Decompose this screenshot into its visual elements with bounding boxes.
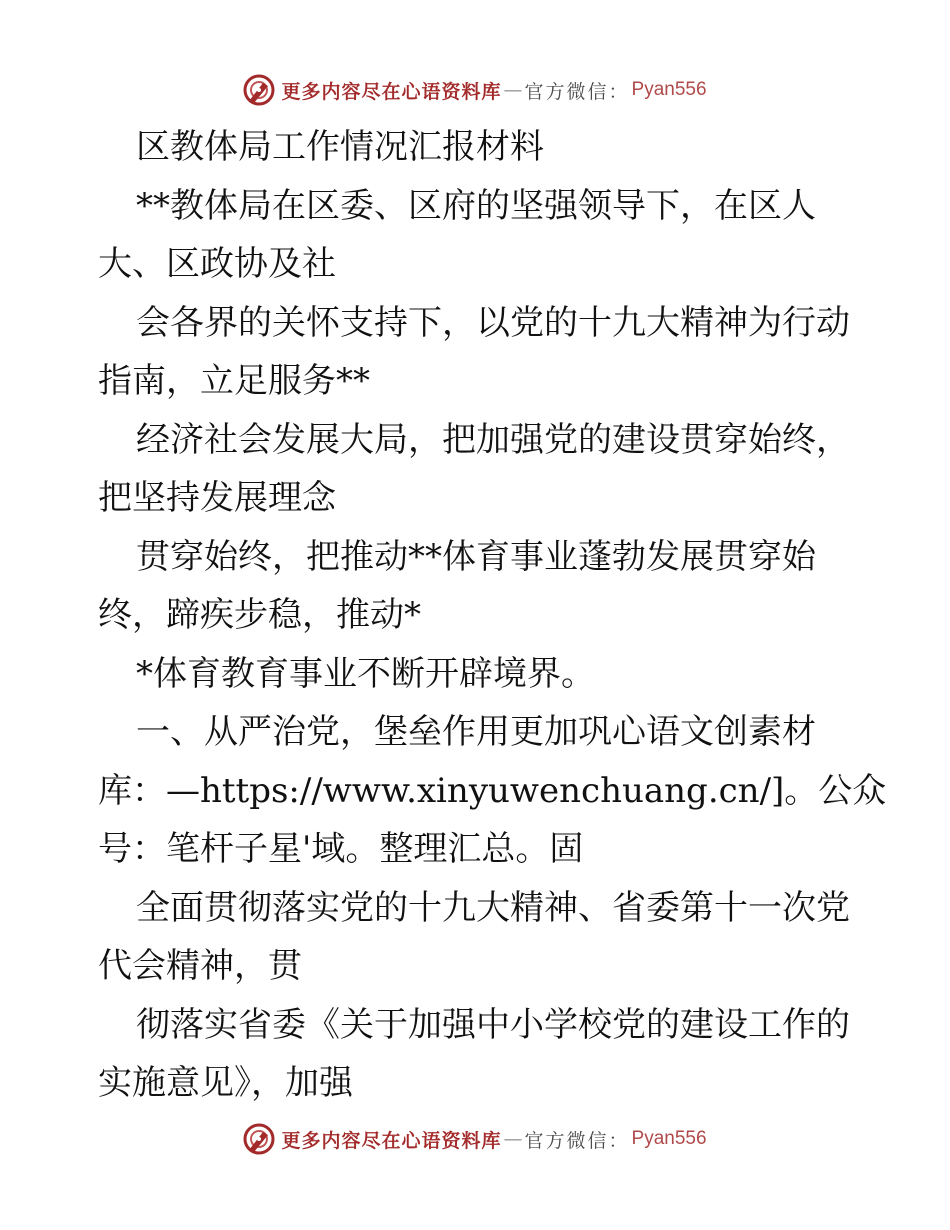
body-line: 区教体局工作情况汇报材料 [136,127,544,167]
body-line: **教体局在区委、区府的坚强领导下，在区人 [136,185,816,226]
banner-colon: ： [608,1129,628,1152]
body-line: 彻落实省委《关于加强中小学校党的建设工作的 [136,1004,850,1045]
body-line: 全面贯彻落实党的十九大精神、省委第十一次党 [136,887,850,928]
banner-separator: — [503,1128,523,1150]
banner-text: 更多内容尽在心语资料库 [281,80,502,103]
footer-banner [0,1122,950,1156]
body-line: 经济社会发展大局，把加强党的建设贯穿始终， [136,419,850,460]
body-line: 大、区政协及社 [98,244,336,284]
body-line: 代会精神，贯 [98,946,302,986]
body-line: 实施意见》，加强 [98,1063,353,1103]
banner-wechat-label: 官方微信 [524,80,609,103]
body-line: 一、从严治党，堡垒作用更加巩心语文创素材 [136,712,816,752]
banner-wechat-id: Pyan556 [631,79,707,100]
banner-wechat-id: Pyan556 [631,1128,707,1149]
body-line: 指南，立足服务** [98,361,370,401]
body-line: 库：—https://www.xinyuwenchuang.cn/]。公众 [98,770,887,811]
pen-nib-logo-icon [243,74,275,106]
banner-colon: ： [608,80,628,103]
pen-nib-logo-icon [243,1123,275,1155]
body-line: *体育教育事业不断开辟境界。 [136,653,595,694]
banner-text: 更多内容尽在心语资料库 [281,1129,502,1152]
body-line: 会各界的关怀支持下，以党的十九大精神为行动 [136,302,850,343]
body-line: 把坚持发展理念 [98,478,336,518]
body-line: 终，蹄疾步稳，推动* [98,595,421,635]
banner-wechat-label: 官方微信 [524,1129,609,1152]
document-body [98,118,887,1113]
body-line: 贯穿始终，把推动**体育事业蓬勃发展贯穿始 [136,536,816,577]
header-banner [0,73,950,107]
body-line: 号：笔杆子星'域。整理汇总。固 [98,829,584,869]
banner-separator: — [503,79,523,101]
